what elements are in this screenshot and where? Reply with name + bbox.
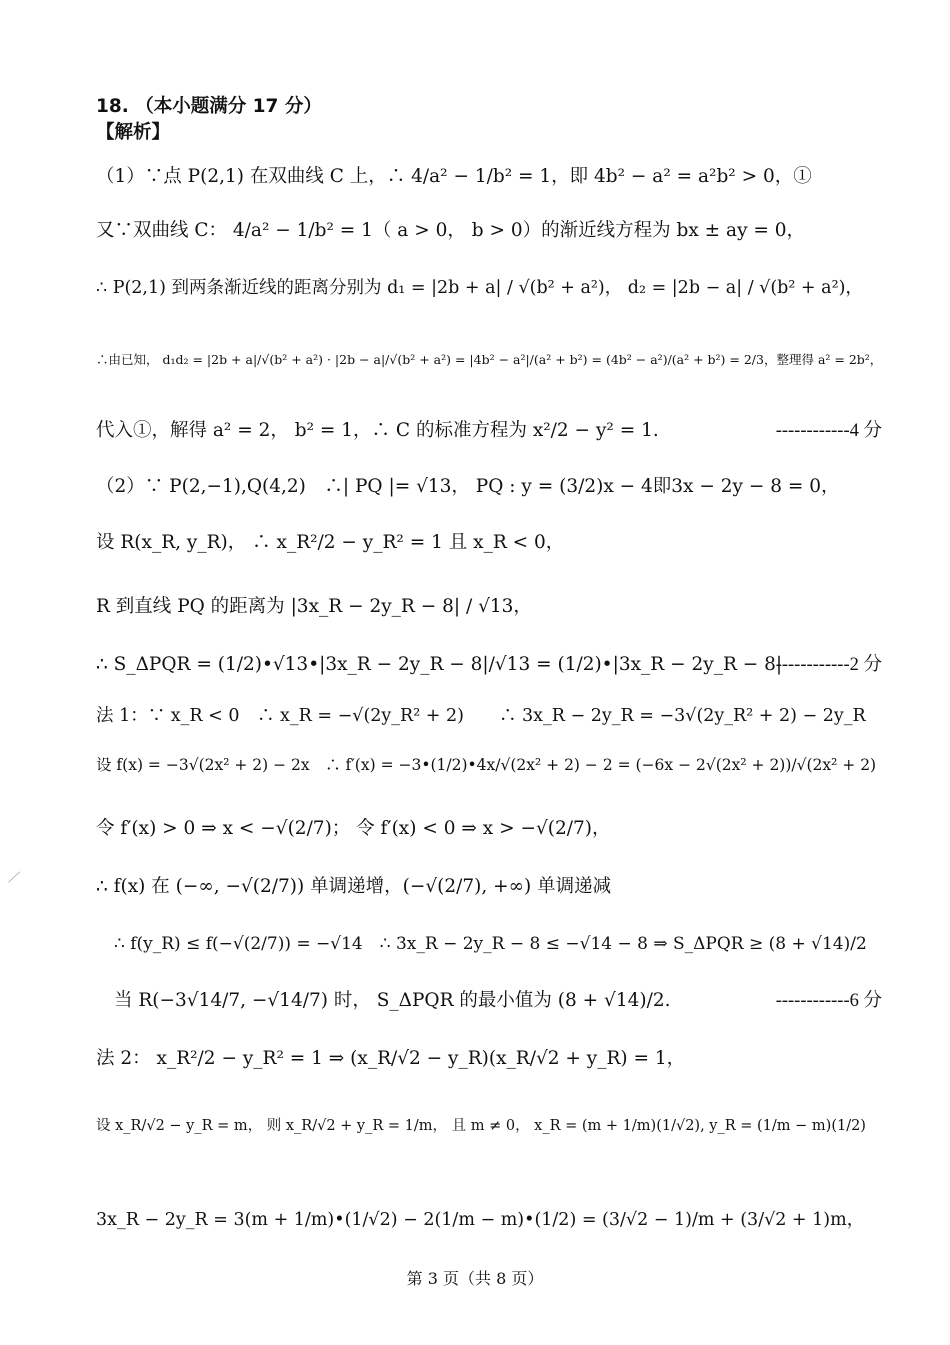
method1-line-4: ∴ f(x) 在 (−∞, −√(2/7)) 单调递增，(−√(2/7), +∞) 单调递减 — [96, 876, 612, 897]
part1-line-5 — [96, 420, 882, 442]
method2-line-1: 法 2： x_R²/2 − y_R² = 1 ⇒ (x_R/√2 − y_R)(x_R/√2 + y_R) = 1， — [96, 1048, 686, 1069]
part1-line-5-text: 代入①，解得 a² = 2， b² = 1，∴ C 的标准方程为 x²/2 − y² = 1. — [96, 420, 659, 441]
method1-line-6 — [114, 990, 882, 1012]
method1-line-6-text: 当 R(−3√14/7, −√14/7) 时， S_ΔPQR 的最小值为 (8 + √14)/2. — [114, 990, 671, 1011]
part1-line-2: 又∵双曲线 C： 4/a² − 1/b² = 1（ a > 0， b > 0）的渐近线方程为 bx ± ay = 0， — [96, 220, 806, 241]
method1-line-3: 令 f′(x) > 0 ⇒ x < −√(2/7)； 令 f′(x) < 0 ⇒ x > −√(2/7)， — [96, 818, 611, 839]
method1-line-5: ∴ f(y_R) ≤ f(−√(2/7)) = −√14 ∴ 3x_R − 2y_R − 8 ≤ −√14 − 8 ⇒ S_ΔPQR ≥ (8 + √14)/2 — [114, 934, 867, 954]
method2-line-3: 3x_R − 2y_R = 3(m + 1/m)•(1/√2) − 2(1/m − m)•(1/2) = (3/√2 − 1)/m + (3/√2 + 1)m， — [96, 1210, 865, 1230]
score-mark-2: ------------2 分 — [775, 655, 882, 675]
score-mark-6: ------------6 分 — [775, 991, 882, 1011]
method1-line-1: 法 1：∵ x_R < 0 ∴ x_R = −√(2y_R² + 2) ∴ 3x_R − 2y_R = −3√(2y_R² + 2) − 2y_R — [96, 706, 866, 726]
score-mark-4: ------------4 分 — [775, 421, 882, 441]
part2-line-4 — [96, 654, 882, 676]
part2-line-2: 设 R(x_R, y_R)， ∴ x_R²/2 − y_R² = 1 且 x_R < 0， — [96, 532, 565, 553]
section-label-analysis: 【解析】 — [96, 122, 171, 143]
problem-title: 18. （本小题满分 17 分） — [96, 96, 322, 117]
stray-pencil-mark: ⟋ — [8, 870, 18, 886]
part1-line-4: ∴由已知， d₁d₂ = |2b + a|/√(b² + a²) · |2b − a|/√(b² + a²) = |4b² − a²|/(a² + b²) = (4b² − a²)/(a² + b²) = 2/3，整理得 a² = 2b²， — [96, 352, 883, 367]
part2-line-1: （2）∵ P(2,−1),Q(4,2) ∴| PQ |= √13， PQ : y = (3/2)x − 4即3x − 2y − 8 = 0， — [96, 476, 840, 497]
part1-line-3: ∴ P(2,1) 到两条渐近线的距离分别为 d₁ = |2b + a| / √(b² + a²)， d₂ = |2b − a| / √(b² + a²)， — [96, 278, 863, 298]
method2-line-2: 设 x_R/√2 − y_R = m， 则 x_R/√2 + y_R = 1/m， 且 m ≠ 0， x_R = (m + 1/m)(1/√2), y_R = (1/m − m)(1/2) — [96, 1118, 866, 1134]
page-footer: 第 3 页（共 8 页） — [406, 1269, 544, 1288]
part2-line-3: R 到直线 PQ 的距离为 |3x_R − 2y_R − 8| / √13， — [96, 596, 532, 617]
part1-line-1: （1）∵点 P(2,1) 在双曲线 C 上，∴ 4/a² − 1/b² = 1，即 4b² − a² = a²b² > 0，① — [96, 166, 812, 187]
method1-line-2: 设 f(x) = −3√(2x² + 2) − 2x ∴ f′(x) = −3•(1/2)•4x/√(2x² + 2) − 2 = (−6x − 2√(2x² + 2))/√(2x² + 2) — [96, 756, 877, 774]
part2-line-4-text: ∴ S_ΔPQR = (1/2)•√13•|3x_R − 2y_R − 8|/√13 = (1/2)•|3x_R − 2y_R − 8| — [96, 654, 783, 675]
